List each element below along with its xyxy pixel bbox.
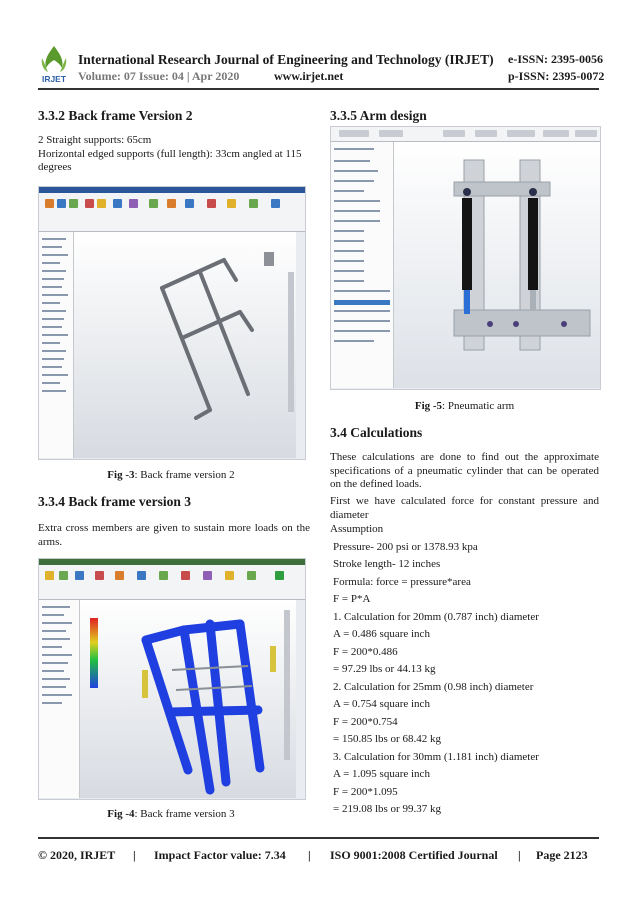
calc-line: A = 0.754 square inch <box>333 698 430 710</box>
figure-5-caption: Fig -5: Pneumatic arm <box>414 400 515 412</box>
irjet-logo <box>38 44 70 86</box>
calc-line: Stroke length- 12 inches <box>333 558 441 570</box>
section-3-3-5-heading: 3.3.5 Arm design <box>330 108 427 123</box>
cad-viewport <box>394 142 600 388</box>
calc-line: Pressure- 200 psi or 1378.93 kpa <box>333 540 478 553</box>
section-3-4-heading: 3.4 Calculations <box>330 425 423 440</box>
calc-line: 3. Calculation for 30mm (1.181 inch) diameter <box>333 750 539 763</box>
journal-title: International Research Journal of Engineering and Technology (IRJET) <box>78 52 494 67</box>
calc-line: F = P*A <box>333 593 371 605</box>
calc-line: Assumption <box>330 523 384 535</box>
calc-line: A = 1.095 square inch <box>333 768 430 780</box>
calculations-intro: These calculations are done to find out the approximate specifications of a pneumatic cylinder that can be operated on the defined loads. <box>330 451 599 490</box>
impact-factor: Impact Factor value: 7.34 <box>154 848 286 862</box>
assembly-browser <box>331 142 394 388</box>
back-frame-v2-model <box>74 232 296 458</box>
calc-line: 2. Calculation for 25mm (0.98 inch) diameter <box>333 680 534 693</box>
calc-line: F = 200*0.754 <box>333 715 398 728</box>
calc-line: F = 200*0.486 <box>333 645 398 658</box>
calc-line: A = 0.486 square inch <box>333 628 430 640</box>
calc-line: F = 200*1.095 <box>333 785 398 798</box>
header-divider <box>38 88 599 90</box>
cad-viewport <box>80 600 296 798</box>
footer-separator: | <box>518 848 521 862</box>
pneumatic-arm-model <box>394 142 600 388</box>
iso-certification: ISO 9001:2008 Certified Journal <box>330 848 498 862</box>
section-3-3-2-body <box>38 134 310 175</box>
calc-line: 1. Calculation for 20mm (0.787 inch) diameter <box>333 610 539 623</box>
calculations-method: First we have calculated force for constant pressure and diameter <box>330 495 599 521</box>
figure-3-caption: Fig -3: Back frame version 2 <box>107 469 235 481</box>
footer-divider <box>38 837 599 839</box>
back-frame-v3-stress-model <box>80 600 296 798</box>
footer-separator: | <box>308 848 311 862</box>
calc-line: Formula: force = pressure*area <box>333 575 471 588</box>
website-link[interactable]: www.irjet.net <box>274 69 344 83</box>
figure-5-cad-screenshot <box>330 126 601 390</box>
cad-menu-bar <box>331 127 600 142</box>
calculation-steps <box>330 523 599 821</box>
page-number: Page 2123 <box>536 848 588 862</box>
svg-text:IRJET: IRJET <box>41 74 67 84</box>
issue-info: Volume: 07 Issue: 04 | Apr 2020 <box>78 69 240 83</box>
model-browser <box>39 232 74 458</box>
p-issn: p-ISSN: 2395-0072 <box>508 69 605 83</box>
edged-supports-line: Horizontal edged supports (full length): 33cm angled at 115 degrees <box>38 147 302 173</box>
section-3-3-2-heading: 3.3.2 Back frame Version 2 <box>38 108 193 123</box>
section-3-3-4-body: Extra cross members are given to sustain more loads on the arms. <box>38 522 310 548</box>
calc-line: = 150.85 lbs or 68.42 kg <box>333 733 441 745</box>
calc-line: = 219.08 lbs or 99.37 kg <box>333 803 441 815</box>
e-issn: e-ISSN: 2395-0056 <box>508 52 603 66</box>
footer-separator: | <box>133 848 136 862</box>
cad-viewport <box>74 232 296 458</box>
copyright: © 2020, IRJET <box>38 848 116 862</box>
figure-4-caption: Fig -4: Back frame version 3 <box>107 808 235 820</box>
section-3-3-4-heading: 3.3.4 Back frame version 3 <box>38 494 191 509</box>
calc-line: = 97.29 lbs or 44.13 kg <box>333 663 436 675</box>
figure-3-cad-screenshot <box>38 186 306 460</box>
model-browser <box>39 600 80 798</box>
straight-supports-line: 2 Straight supports: 65cm <box>38 134 152 146</box>
irjet-logo-icon <box>38 44 70 86</box>
cad-ribbon <box>39 559 305 600</box>
figure-4-cad-screenshot <box>38 558 306 800</box>
cad-ribbon <box>39 187 305 232</box>
